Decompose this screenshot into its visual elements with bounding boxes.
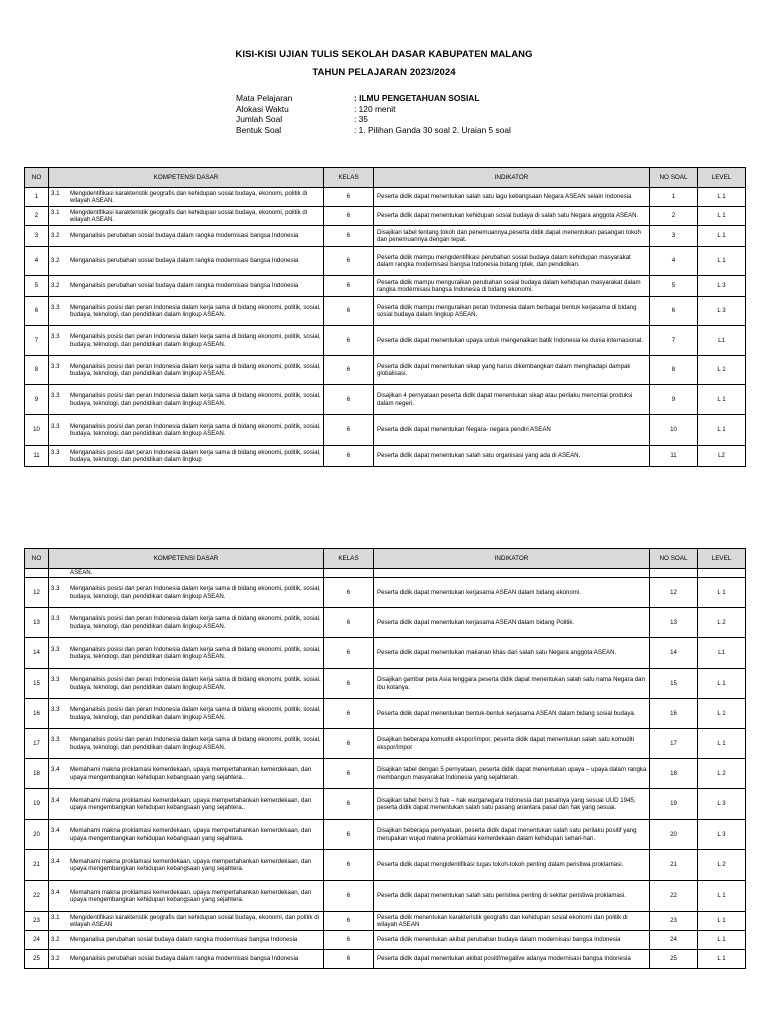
cell-kd xyxy=(49,415,324,446)
cell-indikator: Peserta didik mampu mengidentifikasi perubahan sosial budaya dalam kehidupan masyarakat dalam rangka modernisasi bangsa Indonesia bidang Iptek, dan pendidikan. xyxy=(374,247,650,276)
kd-number: 3.1 xyxy=(51,208,60,216)
table-row xyxy=(25,759,746,789)
kd-number: 3.3 xyxy=(51,645,60,653)
cell-indikator: Peserta didik dapat menentukan salah satu lagu kebangsaan Negara ASEAN selain Indonesia xyxy=(374,188,650,207)
table-row xyxy=(25,638,746,669)
cell-no: 8 xyxy=(25,356,49,385)
header-kd: KOMPETENSI DASAR xyxy=(49,549,324,569)
cell-no-soal: 3 xyxy=(650,226,698,247)
table-row xyxy=(25,207,746,226)
cell-kelas: 6 xyxy=(324,820,374,850)
header-level: LEVEL xyxy=(698,168,746,188)
cell-kelas: 6 xyxy=(324,931,374,950)
table-row xyxy=(25,326,746,356)
cell-no: 16 xyxy=(25,699,49,729)
cell-no: 3 xyxy=(25,226,49,247)
kd-text: Menganalisa perubahan sosial budaya dalam rangka modernisasi bangsa Indonesia xyxy=(70,936,298,944)
table-row xyxy=(25,578,746,608)
kd-text: Mengidentifikasi karakteristik geografis dan kehidupan sosial budaya, ekonomi, politik di wilayah ASEAN. xyxy=(70,189,308,204)
cell-kelas: 6 xyxy=(324,276,374,297)
cell-no: 9 xyxy=(25,385,49,415)
cell-indikator: Peserta didik dapat menentukan akibat positif/negative adanya modernisasi bangsa Indonesia xyxy=(374,950,650,969)
kd-number: 3.1 xyxy=(51,913,60,921)
kd-text: Menganalisis posisi dan peran Indonesia dalam kerja sama di bidang ekonomi, politik, sosial, budaya, teknologi, dan pendidikan dalam lingkup ASEAN. xyxy=(70,303,321,318)
kd-number: 3.3 xyxy=(51,585,60,593)
kd-number: 3.3 xyxy=(51,422,60,430)
kd-text: Menganalisis perubahan sosial budaya dalam rangka modernisasi bangsa Indonesia xyxy=(70,955,299,963)
table-row xyxy=(25,356,746,385)
table-row xyxy=(25,415,746,446)
document-title: KISI-KISI UJIAN TULIS SEKOLAH DASAR KABUPATEN MALANG xyxy=(235,49,533,60)
kd-text: Menganalisis posisi dan peran Indonesia dalam kerja sama di bidang ekonomi, politik, sosial, budaya, teknologi, dan pendidikan dalam lingkup ASEAN. xyxy=(70,645,321,660)
cell-no: 11 xyxy=(25,446,49,467)
table-row xyxy=(25,669,746,699)
kd-text: Menganalisis perubahan sosial budaya dalam rangka modernisasi bangsa Indonesia xyxy=(70,282,299,290)
kd-text: Menganalisis perubahan sosial budaya dalam rangka modernisasi bangsa Indonesia xyxy=(70,232,299,240)
cell-no: 7 xyxy=(25,326,49,356)
cell-level: L 1 xyxy=(698,188,746,207)
kd-number: 3.3 xyxy=(51,392,60,400)
cell-no: 21 xyxy=(25,850,49,881)
cell-level: L 1 xyxy=(698,578,746,608)
table-row xyxy=(25,226,746,247)
cell-no: 6 xyxy=(25,297,49,326)
cell-no-soal: 9 xyxy=(650,385,698,415)
cell-kelas: 6 xyxy=(324,789,374,820)
cell-kelas: 6 xyxy=(324,950,374,969)
kd-text: Memahami makna proklamasi kemerdekaan, upaya mempertahankan kemerdekaan, dan upaya mengembangkan kehidupan kebangsaan yang sejahtera.. xyxy=(70,796,312,811)
cell-kd xyxy=(49,356,324,385)
cell-level: L 1 xyxy=(698,950,746,969)
cell-kelas: 6 xyxy=(324,356,374,385)
cell-no-soal: 24 xyxy=(650,931,698,950)
cell-level: L 2 xyxy=(698,608,746,638)
kd-text: ASEAN. xyxy=(70,569,93,577)
cell-level: L 3 xyxy=(698,820,746,850)
cell-indikator: Disajikan beberapa komuditi ekspor/impor, peserta didik dapat menentukan salah satu komuditi ekspor/impor xyxy=(374,729,650,759)
kd-text: Menganalisis posisi dan peran Indonesia dalam kerja sama di bidang ekonomi, politik, sosial, budaya, teknologi, dan pendidikan dalam lingkup ASEAN. xyxy=(70,585,321,600)
kd-number: 3.4 xyxy=(51,766,60,774)
info-row-subject: Mata Pelajaran : ILMU PENGETAHUAN SOSIAL xyxy=(236,93,480,103)
cell-kd xyxy=(49,759,324,789)
cell-level: L 1 xyxy=(698,729,746,759)
cell-kelas: 6 xyxy=(324,729,374,759)
cell-indikator: Peserta didik dapat menentukan bentuk-bentuk kerjasama ASEAN dalam bidang sosial budaya. xyxy=(374,699,650,729)
cell-indikator: Peserta didik mampu menguraikan peran Indonesia dalam berbagai bentuk kerjasama di bidang sosial budaya dalam lingkup ASEAN. xyxy=(374,297,650,326)
cell-no-soal: 14 xyxy=(650,638,698,669)
cell-no-soal: 13 xyxy=(650,608,698,638)
table-row xyxy=(25,912,746,931)
cell-level: L2 xyxy=(698,446,746,467)
kd-number: 3.3 xyxy=(51,736,60,744)
cell-kelas: 6 xyxy=(324,850,374,881)
info-row-time: Alokasi Waktu : 120 menit xyxy=(236,103,396,114)
kd-text: Memahami makna proklamasi kemerdekaan, upaya mempertahankan kemerdekaan, dan upaya mengembangkan kehidupan kebangsaan yang sejahtera. xyxy=(70,827,312,842)
header-no: NO xyxy=(25,168,49,188)
kd-text: Memahami makna proklamasi kemerdekaan, upaya mempertahankan kemerdekaan, dan upaya mengembangkan kehidupan kebangsaan yang sejahtera. xyxy=(70,857,312,872)
cell-no: 22 xyxy=(25,881,49,912)
cell-level: L 2 xyxy=(698,759,746,789)
cell-kd xyxy=(49,608,324,638)
cell-no: 24 xyxy=(25,931,49,950)
kd-number: 3.3 xyxy=(51,303,60,311)
cell-no-soal: 25 xyxy=(650,950,698,969)
cell-indikator: Disajikan gambar peta Asia tenggara peserta didik dapat menentukan salah satu nama Negara dan ibu kotanya. xyxy=(374,669,650,699)
cell-no: 5 xyxy=(25,276,49,297)
table-row xyxy=(25,188,746,207)
cell-no-soal: 18 xyxy=(650,759,698,789)
kd-number: 3.3 xyxy=(51,615,60,623)
header-kelas: KELAS xyxy=(324,549,374,569)
kd-number: 3.4 xyxy=(51,857,60,865)
cell-no-soal: 22 xyxy=(650,881,698,912)
cell-no: 4 xyxy=(25,247,49,276)
cell-no: 12 xyxy=(25,578,49,608)
cell-kd xyxy=(49,207,324,226)
kd-number: 3.2 xyxy=(51,936,60,944)
kd-number: 3.2 xyxy=(51,232,60,240)
cell-level: L 3 xyxy=(698,276,746,297)
cell-indikator: Peserta didik dapat menentukan kerjasama ASEAN dalam bidang ekonomi. xyxy=(374,578,650,608)
cell-indikator: Peserta didik dapat mengidentifikasi tugas tokoh-tokoh penting dalam peristiwa proklamasi. xyxy=(374,850,650,881)
kd-number: 3.3 xyxy=(51,676,60,684)
cell-kd xyxy=(49,789,324,820)
kd-number: 3.4 xyxy=(51,827,60,835)
cell-indikator: Peserta didik dapat menentukan salah satu peristiwa penting di sekitar peristiwa proklamasi. xyxy=(374,881,650,912)
cell-kelas: 6 xyxy=(324,759,374,789)
header-no: NO xyxy=(25,549,49,569)
cell-level: L 1 xyxy=(698,931,746,950)
cell-kelas: 6 xyxy=(324,699,374,729)
info-row-count: Jumlah Soal : 35 xyxy=(236,114,368,124)
cell-no: 14 xyxy=(25,638,49,669)
kd-number: 3.3 xyxy=(51,362,60,370)
cell-kelas: 6 xyxy=(324,226,374,247)
kd-number: 3.3 xyxy=(51,333,60,341)
cell-kelas: 6 xyxy=(324,207,374,226)
cell-indikator: Disajikan beberapa pernyataan, peserta didik dapat menentukan salah satu perilaku positif yang merupakan wujud makna proklamasi kemerdekaan dalam kehidupan sehari-hari. xyxy=(374,820,650,850)
kd-text: Memahami makna proklamasi kemerdekaan, upaya mempertahankan kemerdekaan, dan upaya mengembangkan kehidupan kebangsaan yang sejahtera.. xyxy=(70,766,312,781)
cell-level: L1 xyxy=(698,638,746,669)
cell-indikator: Peserta didik dapat menentukan upaya untuk mengenalkan batik Indonesia ke dunia internasional. xyxy=(374,326,650,356)
kd-number: 3.3 xyxy=(51,706,60,714)
kd-number: 3.2 xyxy=(51,955,60,963)
cell-indikator: Peserta didik menentukan karakteristik geografis dan kehidupan sosial ekonomi dan politik di wilayah ASEAN xyxy=(374,912,650,931)
cell-kelas: 6 xyxy=(324,326,374,356)
cell-kd xyxy=(49,226,324,247)
cell-indikator: Disajikan 4 pernyataan peserta didik dapat menentukan sikap atau perilaku mencintai produksi dalam negeri. xyxy=(374,385,650,415)
cell-kd xyxy=(49,326,324,356)
cell-kelas: 6 xyxy=(324,446,374,467)
cell-kelas: 6 xyxy=(324,881,374,912)
kd-text: Menganalisis posisi dan peran Indonesia dalam kerja sama di bidang ekonomi, politik, sosial, budaya, teknologi, dan pendidikan dalam lingkup ASEAN. xyxy=(70,422,321,437)
cell-level: L 1 xyxy=(698,912,746,931)
cell-kd xyxy=(49,385,324,415)
cell-no: 10 xyxy=(25,415,49,446)
grid-table-page-1 xyxy=(24,167,746,467)
cell-level: L 3 xyxy=(698,789,746,820)
table-row xyxy=(25,950,746,969)
cell-kd xyxy=(49,729,324,759)
cell-level: L 1 xyxy=(698,226,746,247)
cell-no-soal: 21 xyxy=(650,850,698,881)
table-row xyxy=(25,789,746,820)
table-header xyxy=(25,549,746,569)
cell-level: L 1 xyxy=(698,356,746,385)
kd-text: Menganalisis perubahan sosial budaya dalam rangka modernisasi bangsa Indonesia xyxy=(70,257,299,265)
cell-no-soal: 7 xyxy=(650,326,698,356)
kd-text: Menganalisis posisi dan peran Indonesia dalam kerja sama di bidang ekonomi, politik, sosial, budaya, teknologi, dan pendidikan dalam lingkup ASEAN. xyxy=(70,333,321,348)
kd-text: Mengidentifikasi karakteristik geografis dan kehidupan sosial budaya, ekonomi, dan politik di wilayah ASEAN xyxy=(70,913,319,928)
cell-no-soal: 23 xyxy=(650,912,698,931)
header-indikator: INDIKATOR xyxy=(374,168,650,188)
header-indikator: INDIKATOR xyxy=(374,549,650,569)
cell-kd xyxy=(49,669,324,699)
table-row xyxy=(25,247,746,276)
cell-kd xyxy=(49,578,324,608)
document-subtitle: TAHUN PELAJARAN 2023/2024 xyxy=(312,67,456,78)
grid-table-page-2 xyxy=(24,548,746,969)
cell-no: 17 xyxy=(25,729,49,759)
kd-text: Menganalisis posisi dan peran Indonesia dalam kerja sama di bidang ekonomi, politik, sosial, budaya, teknologi, dan pendidikan dalam lingkup ASEAN. xyxy=(70,736,321,751)
cell-indikator: Peserta didik dapat menentukan sikap yang harus dikembangkan dalam menghadapi dampak globalisasi. xyxy=(374,356,650,385)
cell-indikator: Peserta didik dapat menentukan makanan khas dari salah satu Negara anggota ASEAN. xyxy=(374,638,650,669)
cell-indikator: Disajikan tabel tentang tokoh dan penemuannya,peserta didik dapat menentukan pasangan tokoh dan penemuannya dengan tepat. xyxy=(374,226,650,247)
cell-no-soal: 20 xyxy=(650,820,698,850)
cell-level: L 1 xyxy=(698,699,746,729)
header-kd: KOMPETENSI DASAR xyxy=(49,168,324,188)
cell-indikator: Peserta didik dapat menentukan kehidupan sosial budaya di salah satu Negara anggota ASEAN. xyxy=(374,207,650,226)
table-row xyxy=(25,297,746,326)
cell-kelas: 6 xyxy=(324,297,374,326)
cell-level: L 1 xyxy=(698,207,746,226)
cell-kd xyxy=(49,931,324,950)
kd-number: 3.3 xyxy=(51,448,60,456)
cell-level: L 1 xyxy=(698,881,746,912)
cell-level: L 1 xyxy=(698,247,746,276)
kd-number: 3.4 xyxy=(51,796,60,804)
kd-text: Menganalisis posisi dan peran Indonesia dalam kerja sama di bidang ekonomi, politik, sosial, budaya, teknologi, dan pendidikan dalam lingkup ASEAN. xyxy=(70,706,321,721)
cell-kelas: 6 xyxy=(324,247,374,276)
cell-no-soal: 12 xyxy=(650,578,698,608)
table-row xyxy=(25,729,746,759)
header-no-soal: NO SOAL xyxy=(650,168,698,188)
cell-level: L 1 xyxy=(698,385,746,415)
cell-indikator: Peserta didik dapat menentukan Negara- negara pendiri ASEAN xyxy=(374,415,650,446)
table-row xyxy=(25,820,746,850)
cell-no-soal: 6 xyxy=(650,297,698,326)
kd-text: Menganalisis posisi dan peran Indonesia dalam kerja sama di bidang ekonomi, politik, sosial, budaya, teknologi, dan pendidikan dalam lingkup ASEAN. xyxy=(70,362,321,377)
cell-kd xyxy=(49,850,324,881)
cell-kd xyxy=(49,446,324,467)
cell-kelas: 6 xyxy=(324,638,374,669)
cell-no: 15 xyxy=(25,669,49,699)
cell-kd xyxy=(49,699,324,729)
cell-no: 18 xyxy=(25,759,49,789)
cell-indikator: Peserta didik dapat menentukan salah satu organisasi yang ada di ASEAN. xyxy=(374,446,650,467)
cell-level: L 1 xyxy=(698,415,746,446)
header-no-soal: NO SOAL xyxy=(650,549,698,569)
cell-no-soal: 16 xyxy=(650,699,698,729)
cell-kd xyxy=(49,820,324,850)
cell-no: 1 xyxy=(25,188,49,207)
kd-number: 3.1 xyxy=(51,189,60,197)
info-row-form: Bentuk Soal : 1. Pilihan Ganda 30 soal 2. Uraian 5 soal xyxy=(236,124,511,135)
cell-no-soal: 17 xyxy=(650,729,698,759)
cell-kelas: 6 xyxy=(324,669,374,699)
cell-no-soal: 5 xyxy=(650,276,698,297)
kd-number: 3.2 xyxy=(51,282,60,290)
cell-no: 23 xyxy=(25,912,49,931)
cell-kelas: 6 xyxy=(324,188,374,207)
cell-kelas: 6 xyxy=(324,578,374,608)
cell-indikator: Disajikan tabel berisi 3 hak – hak warganegara Indonesia dan pasalnya yang sesuai UUD 1945, peserta didik dapat menentukan salah satu pasang anantara pasal dan hak yang sesuai. xyxy=(374,789,650,820)
cell-indikator: Peserta didik dapat menentukan kerjasama ASEAN dalam bidang Politik. xyxy=(374,608,650,638)
cell-kelas: 6 xyxy=(324,415,374,446)
cell-no: 20 xyxy=(25,820,49,850)
table-header xyxy=(25,168,746,188)
cell-no: 2 xyxy=(25,207,49,226)
cell-kd xyxy=(49,276,324,297)
kd-number: 3.2 xyxy=(51,257,60,265)
cell-indikator: Disajikan tabel dengan 5 pernyataan, peserta didik dapat menentukan upaya – upaya dalam rangka membangun masyarakat Indonesia yang sejahterah. xyxy=(374,759,650,789)
header-level: LEVEL xyxy=(698,549,746,569)
cell-kelas: 6 xyxy=(324,912,374,931)
cell-no: 13 xyxy=(25,608,49,638)
kd-text: Menganalisis posisi dan peran Indonesia dalam kerja sama di bidang ekonomi, politik, sosial, budaya, teknologi, dan pendidikan dalam lingkup ASEAN. xyxy=(70,615,321,630)
table-row xyxy=(25,699,746,729)
table-row xyxy=(25,850,746,881)
kd-text: Menganalisis posisi dan peran Indonesia dalam kerja sama di bidang ekonomi, politik, sosial, budaya, teknologi, dan pendidikan dalam lingkup xyxy=(70,448,321,463)
cell-no-soal: 15 xyxy=(650,669,698,699)
cell-indikator: Peserta didik mampu menguraikan perubahan sosial budaya dalam kehidupan masyarakat dalam rangka modernisasi bangsa Indonesia di bidang ekonomi. xyxy=(374,276,650,297)
table-row xyxy=(25,608,746,638)
cell-no-soal: 11 xyxy=(650,446,698,467)
table-row-continued xyxy=(25,569,746,578)
exam-info xyxy=(236,93,511,135)
cell-kd xyxy=(49,247,324,276)
table-row xyxy=(25,931,746,950)
cell-kelas: 6 xyxy=(324,608,374,638)
kd-text: Memahami makna proklamasi kemerdekaan, upaya mempertahankan kemerdekaan, dan upaya mengembangkan kehidupan kebangsaan yang sejahtera. xyxy=(70,888,312,903)
cell-kd xyxy=(49,188,324,207)
cell-level: L 1 xyxy=(698,669,746,699)
cell-no-soal: 2 xyxy=(650,207,698,226)
cell-kd xyxy=(49,881,324,912)
kd-number: 3.4 xyxy=(51,888,60,896)
cell-no-soal: 4 xyxy=(650,247,698,276)
table-row xyxy=(25,385,746,415)
cell-kd xyxy=(49,950,324,969)
cell-no-soal: 1 xyxy=(650,188,698,207)
table-row xyxy=(25,276,746,297)
cell-no-soal: 10 xyxy=(650,415,698,446)
cell-indikator: Peserta didik menentukan akibat perubahan budaya dalam modernisasi bangsa Indonesia xyxy=(374,931,650,950)
cell-no-soal: 8 xyxy=(650,356,698,385)
kd-text: Menganalisis posisi dan peran Indonesia dalam kerja sama di bidang ekonomi, politik, sosial, budaya, teknologi, dan pendidikan dalam lingkup ASEAN. xyxy=(70,392,321,407)
cell-no-soal: 19 xyxy=(650,789,698,820)
table-row xyxy=(25,446,746,467)
cell-kd xyxy=(49,912,324,931)
header-kelas: KELAS xyxy=(324,168,374,188)
kd-text: Mengidentifikasi karakteristik geografis dan kehidupan sosial budaya, ekonomi, politik di wilayah ASEAN. xyxy=(70,208,308,223)
cell-level: L 2 xyxy=(698,850,746,881)
cell-level: L1 xyxy=(698,326,746,356)
cell-kd xyxy=(49,638,324,669)
table-row xyxy=(25,881,746,912)
cell-no: 19 xyxy=(25,789,49,820)
cell-level: L 3 xyxy=(698,297,746,326)
cell-no: 25 xyxy=(25,950,49,969)
kd-text: Menganalisis posisi dan peran Indonesia dalam kerja sama di bidang ekonomi, politik, sosial, budaya, teknologi, dan pendidikan dalam lingkup ASEAN. xyxy=(70,676,321,691)
cell-kelas: 6 xyxy=(324,385,374,415)
cell-kd xyxy=(49,297,324,326)
